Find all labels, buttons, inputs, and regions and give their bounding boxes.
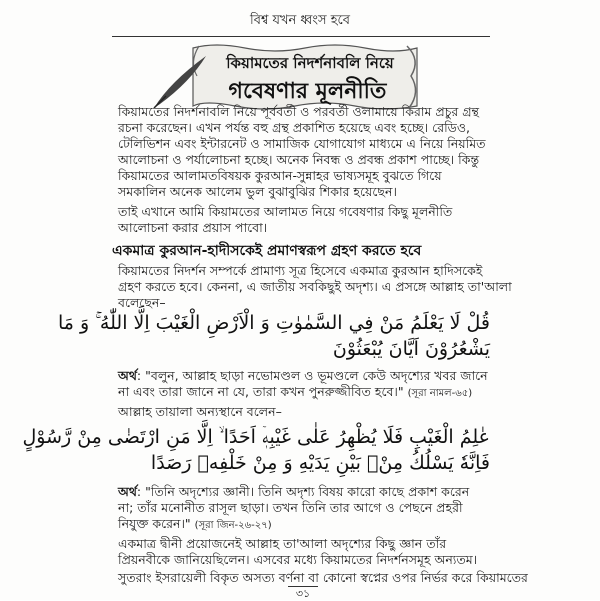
translation-1 <box>118 368 490 402</box>
text-line: টেলিভিশন এবং ইন্টারনেট ও সামাজিক যোগাযোগ মাধ্যমে এ নিয়ে নিয়মিত <box>118 136 486 151</box>
paragraph-5 <box>118 536 490 568</box>
text-line: কিয়ামতের নিদর্শনাবলি নিয়ে পূর্ববর্তী ও পরবর্তী ওলামায়ে কিরাম প্রচুর গ্রন্থ <box>118 104 480 119</box>
translation-label: অর্থ <box>118 484 137 499</box>
text-line: রচনা করেছেন। এখন পর্যন্ত বহু গ্রন্থ প্রকাশিত হয়েছে এবং হচ্ছে। রেডিও, <box>118 120 471 135</box>
banner-title-line1: কিয়ামতের নিদর্শনাবলি নিয়ে <box>226 54 394 72</box>
translation-2 <box>118 484 490 534</box>
text-line: আলোচনা ও পর্যালোচনা হচ্ছে। অনেক নিবন্ধ ও প্রবন্ধ প্রকাশ পাচ্ছে। কিন্তু <box>118 152 480 167</box>
translation-text: না; তাঁর মনোনীত রাসূল ছাড়া। তখন তিনি তার আগে ও পেছনে প্রহরী <box>118 500 463 515</box>
translation-text: : "তিনি অদৃশ্যের জ্ঞানী। তিনি অদৃশ্য বিষয় কারো কাছে প্রকাশ করেন <box>136 484 470 499</box>
arabic-verse-1 <box>57 310 490 362</box>
text-line: একমাত্র দ্বীনী প্রয়োজনেই আল্লাহ তা'আলা অদৃশ্যের কিছু জ্ঞান তাঁর <box>118 536 447 551</box>
paragraph-4 <box>118 404 490 420</box>
arabic-line: فَاِنَّهٗ يَسْلُكُ مِنْۢ بَيْنِ يَدَيْهِ وَ مِنْ خَلْفِهٖ رَصَدًا <box>150 452 490 474</box>
text-line: প্রিয়নবীকে জানিয়েছিলেন। এসবের মধ্যে কিয়ামতের নিদর্শনসমূহ অন্যতম। <box>118 552 478 567</box>
section-banner <box>185 40 425 114</box>
arabic-line: يَشْعُرُوْنَ اَيَّانَ يُبْعَثُوْنَ <box>332 338 490 360</box>
translation-label: অর্থ <box>118 368 137 383</box>
verse-reference: (সূরা নামল-৬৫) <box>407 388 473 399</box>
translation-text: নিযুক্ত করেন।" <box>118 516 191 531</box>
text-line: বলেছেন– <box>118 295 166 310</box>
translation-text: না এবং তারা জানে না যে, তারা কখন পুনরুজ্জীবিত হবে।" <box>118 384 404 399</box>
page-number: ৩১ <box>288 586 318 601</box>
paragraph-1 <box>118 104 490 200</box>
banner-title-line2: গবেষণার মূলনীতি <box>228 79 387 104</box>
header-rule <box>112 36 490 37</box>
text-line: আল্লাহ তায়ালা অন্যস্থানে বলেন– <box>118 404 282 419</box>
text-line: তাই এখানে আমি কিয়ামতের আলামত নিয়ে গবেষণার কিছু মূলনীতি <box>118 204 453 219</box>
arabic-line: عٰلِمُ الْغَيْبِ فَلَا يُظْهِرُ عَلٰى غَيْبِهٖۤ اَحَدًا ۙ اِلَّا مَنِ ارْتَضٰى مِنْ رَّسُوْلٍ <box>22 426 490 448</box>
paragraph-6 <box>118 570 528 586</box>
text-line: কিয়ামতের নিদর্শন সম্পর্কে প্রামাণ্য সূত্র হিসেবে একমাত্র কুরআন হাদিসকেই <box>118 263 483 278</box>
section-heading: একমাত্র কুরআন-হাদীসকেই প্রমাণস্বরূপ গ্রহণ করতে হবে <box>112 243 422 259</box>
translation-text: : "বলুন, আল্লাহ ছাড়া নভোমণ্ডল ও ভূমণ্ডলে কেউ অদৃশ্যের খবর জানে <box>136 368 488 383</box>
verse-reference: (সূরা জিন-২৬-২৭) <box>194 520 272 531</box>
paragraph-2 <box>118 204 490 236</box>
paragraph-3 <box>118 263 512 311</box>
quill-icon <box>150 52 210 112</box>
text-line: আলোচনা করার প্রয়াস পাবো। <box>118 220 268 235</box>
text-line: কিয়ামতের আলামতবিষয়ক কুরআন-সুন্নাহর ভাষ্যসমূহ বুঝতে গিয়ে <box>118 168 442 183</box>
arabic-verse-2 <box>22 424 490 476</box>
text-line: সুতরাং ইসরায়েলী বিকৃত অসত্য বর্ণনা বা কোনো স্বপ্নের ওপর নির্ভর করে কিয়ামতের <box>118 570 528 585</box>
text-line: সমকালিন অনেক আলেম ভুল বুঝাবুঝির শিকার হয়েছেন। <box>118 184 397 199</box>
text-line: গ্রহণ করতে হবে। কেননা, এ জাতীয় সবকিছুই অদৃশ্য। এ প্রসঙ্গে আল্লাহ তা'আলা <box>118 279 512 294</box>
running-head: বিশ্ব যখন ধ্বংস হবে <box>250 13 350 28</box>
arabic-line: قُلْ لَا يَعْلَمُ مَنْ فِي السَّمٰوٰتِ وَ الْاَرْضِ الْغَيْبَ اِلَّا اللّٰهُ ۚ وَ مَا <box>57 312 490 334</box>
